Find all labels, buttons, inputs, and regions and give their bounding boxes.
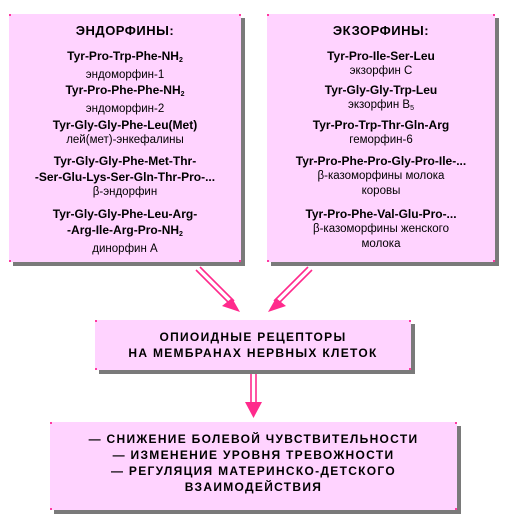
peptide-name-cont: молока: [361, 238, 401, 250]
exorphin-item: [267, 49, 495, 79]
peptide-name: β-казоморфины молока: [317, 170, 445, 182]
receptors-line-1: ОПИОИДНЫЕ РЕЦЕПТОРЫ: [159, 330, 347, 344]
subscript: 2: [179, 231, 183, 238]
peptide-sequence: Tyr-Pro-Phe-Pro-Gly-Pro-Ile-...: [295, 154, 467, 168]
endorphin-item: [9, 154, 241, 200]
peptide-name: эндоморфин-2: [85, 103, 165, 115]
effects-box: [50, 422, 457, 510]
arrow-receptors-to-effects: [251, 373, 256, 405]
effect-line: — РЕГУЛЯЦИЯ МАТЕРИНСКО-ДЕТСКОГО: [110, 464, 397, 478]
arrow-exorphins-to-receptors: [274, 267, 312, 304]
exorphin-item: [267, 154, 495, 199]
receptors-box: [95, 320, 411, 370]
peptide-sequence: Tyr-Pro-Trp-Phe-NH: [67, 49, 179, 63]
effect-line: ВЗАИМОДЕЙСТВИЯ: [184, 480, 323, 494]
exorphin-item: [267, 83, 495, 116]
peptide-name: геморфин-6: [349, 134, 413, 146]
peptide-name: β-эндорфин: [92, 186, 158, 198]
exorphin-item: [267, 207, 495, 252]
peptide-sequence: Tyr-Gly-Gly-Phe-Met-Thr-: [53, 154, 197, 168]
subscript: 2: [178, 57, 183, 64]
receptors-line-2: НА МЕМБРАНАХ НЕРВНЫХ КЛЕТОК: [128, 346, 378, 360]
peptide-sequence: Tyr-Pro-Trp-Thr-Gln-Arg: [312, 118, 450, 132]
exorphin-item: [267, 118, 495, 148]
endorphins-title: ЭНДОРФИНЫ:: [75, 23, 175, 38]
peptide-name: экзорфин С: [349, 65, 413, 77]
subscript: 5: [410, 105, 414, 112]
endorphin-item: [9, 207, 241, 257]
effect-line: — ИЗМЕНЕНИЕ УРОВНЯ ТРЕВОЖНОСТИ: [112, 448, 395, 462]
peptide-sequence-cont: -Ser-Glu-Lys-Ser-Gln-Thr-Pro-...: [34, 170, 216, 184]
peptide-name: лей(мет)-энкефалины: [66, 134, 184, 146]
subscript: 2: [180, 91, 185, 98]
peptide-name: эндоморфин-1: [85, 69, 165, 81]
peptide-sequence: Tyr-Pro-Ile-Ser-Leu: [327, 49, 435, 63]
peptide-sequence: Tyr-Pro-Phe-Val-Glu-Pro-...: [305, 207, 457, 221]
peptide-sequence: Tyr-Gly-Gly-Trp-Leu: [324, 83, 438, 97]
endorphins-box: [9, 14, 241, 262]
peptide-name: динорфин А: [92, 243, 158, 255]
exorphins-box: [267, 14, 495, 262]
peptide-name: β-казоморфины женского: [312, 223, 449, 235]
endorphin-item: [9, 118, 241, 148]
peptide-sequence-cont: -Arg-Ile-Arg-Pro-NH: [67, 223, 180, 237]
endorphin-item: [9, 49, 241, 83]
peptide-name: экзорфин B: [348, 99, 411, 111]
exorphins-title: ЭКЗОРФИНЫ:: [332, 23, 430, 38]
effect-line: — СНИЖЕНИЕ БОЛЕВОЙ ЧУВСТВИТЕЛЬНОСТИ: [88, 432, 419, 446]
peptide-name-cont: коровы: [361, 185, 401, 197]
endorphin-item: [9, 83, 241, 117]
peptide-sequence: Tyr-Gly-Gly-Phe-Leu(Met): [52, 118, 198, 132]
peptide-sequence: Tyr-Pro-Phe-Phe-NH: [65, 83, 181, 97]
peptide-sequence: Tyr-Gly-Gly-Phe-Leu-Arg-: [52, 207, 198, 221]
arrow-endorphins-to-receptors: [196, 267, 234, 304]
